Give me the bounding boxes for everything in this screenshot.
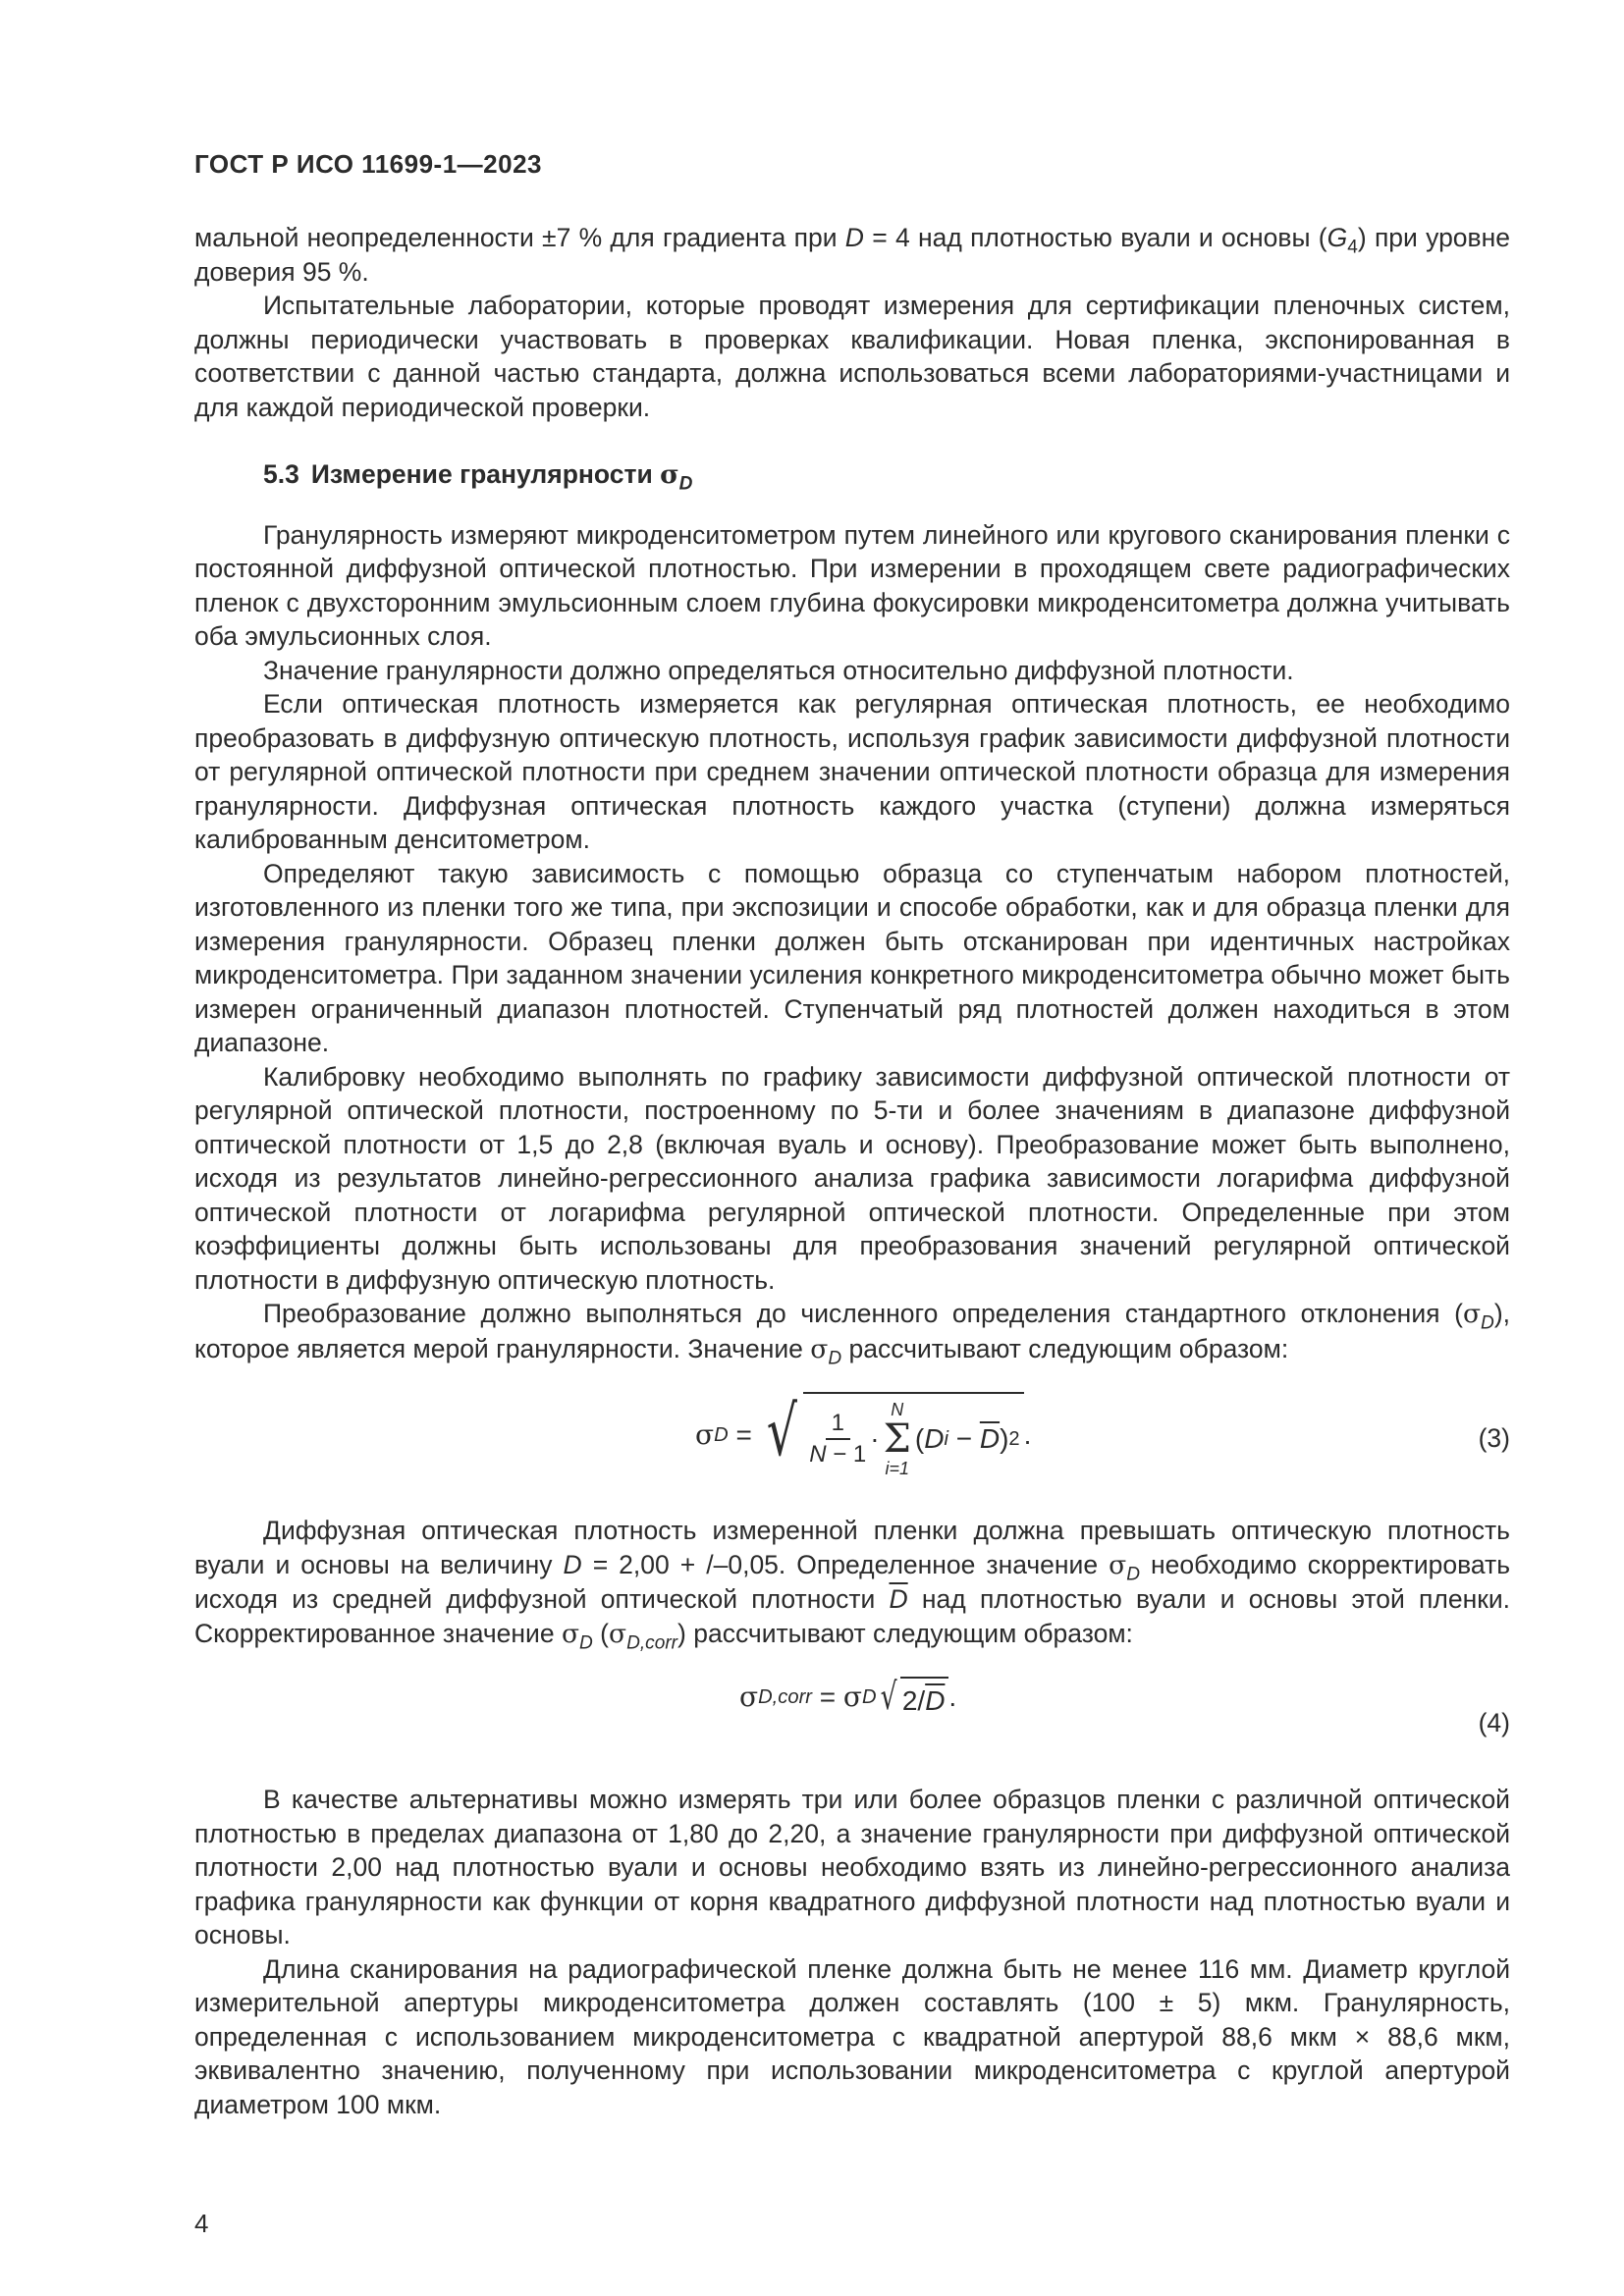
paragraph-step-wedge: Определяют такую зависимость с помощью образца со ступенчатым набором плотностей, изготовленного из пленки того же типа, при экспозиции и способе обработки, как и для образца пленки для измерения гранулярности. Образец пленки должен быть отсканирован при идентичных настройках микроденситометра. При заданном значении усиления конкретного микроденситометра обычно может быть измерен ограниченный диапазон плотностей. Ступенчатый ряд плотностей должен находиться в этом диапазоне.: [194, 858, 1510, 1057]
paragraph-scan-length: Длина сканирования на радиографической пленке должна быть не менее 116 мм. Диаметр круглой измерительной апертуры микроденситометра должен составлять (100 ± 5) мкм. Гранулярность, определенная с использованием микроденситометра с квадратной апертурой 88,6 мкм × 88,6 мкм, эквивалентно значению, полученному при использовании микроденситометра с круглой апертурой диаметром 100 мкм.: [194, 1953, 1510, 2119]
formula-3-expression: σ D = √ $\frac{1}{N - 1}$ · N Σ i=1 (D i − $\overline{D}$ ) 2 .: [695, 1391, 1032, 1478]
section-heading: 5.3 Измерение гранулярности $\sigma_D$: [263, 459, 693, 495]
paragraph-granularity-measure: Гранулярность измеряют микроденситометром путем линейного или кругового сканирования пленки с постоянной диффузной оптической плотностью. При измерении в проходящем свете радиографических пленок с двухсторонним эмульсионным слоем глубина фокусировки микроденситометра должна учитывать оба эмульсионных слоя.: [194, 519, 1510, 651]
square-root: √ 2/ $\overline{D}$: [877, 1677, 949, 1719]
equation-number: (3): [1478, 1423, 1510, 1453]
paragraph-regular-density: Если оптическая плотность измеряется как регулярная оптическая плотность, ее необходимо преобразовать в диффузную оптическую плотность, используя график зависимости диффузной плотности от регулярной оптической плотности при среднем значении оптической плотности образца для измерения гранулярности. Диффузная оптическая плотность каждого участка (ступени) должна измеряться калиброванным денситометром.: [194, 689, 1510, 854]
formula-3: [194, 1382, 1510, 1490]
page-number: 4: [194, 2209, 209, 2238]
paragraph-labs: Испытательные лаборатории, которые проводят измерения для сертификации пленочных систем, должны периодически участвовать в проверках квалификации. Новая пленка, экспонированная в соответствии с данной частью стандарта, должна использоваться всеми лабораториями-участницами и для каждой периодической проверки.: [194, 291, 1510, 422]
paragraph-continuation: мальной неопределенности ±7 % для градиента при D = 4 над плотностью вуали и основы $(G_4)$ при уровне доверия 95 %.: [194, 223, 1510, 287]
page-body: [194, 221, 1510, 2121]
equation-number: (4): [1478, 1708, 1510, 1737]
paragraph-alternative: В качестве альтернативы можно измерять три или более образцов пленки с различной оптической плотностью в пределах диапазона от 1,80 до 2,20, а значение гранулярности при диффузной оптической плотности 2,00 над плотностью вуали и основы необходимо взять из линейно-регрессионного анализа графика гранулярности как функции от корня квадратного диффузной плотности над плотностью вуали и основы.: [194, 1785, 1510, 1949]
paragraph-granularity-value: Значение гранулярности должно определяться относительно диффузной плотности.: [263, 655, 1294, 685]
paragraph-calibration: Калибровку необходимо выполнять по графику зависимости диффузной оптической плотности от регулярной оптической плотности, построенному по 5-ти и более значениям в диапазоне диффузной оптической плотности от 1,5 до 2,8 (включая вуаль и основу). Преобразование может быть выполнено, исходя из результатов линейно-регрессионного анализа графика зависимости логарифма диффузной оптической плотности от логарифма регулярной оптической плотности. Определенные при этом коэффициенты должны быть использованы для преобразования значений регулярной оптической плотности в диффузную оптическую плотность.: [194, 1061, 1510, 1295]
formula-4-expression: σ D,corr = σ D √ 2/ $\overline{D}$ .: [739, 1675, 957, 1718]
document-header: ГОСТ Р ИСО 11699-1—2023: [194, 149, 543, 179]
paragraph-corrected-value: Диффузная оптическая плотность измеренной пленки должна превышать оптическую плотность вуали и основы на величину D = 2,00 + /–0,05. Определенное значение $\sigma_D$ необходимо скорректировать исходя из средней диффузной оптической плотности $\overline{D}$ над плотностью вуали и основы этой пленки. Скорректированное значение $\sigma_D$ $(\sigma_{D,corr})$ рассчитывают следующим образом:: [194, 1516, 1511, 1654]
fraction: $\frac{1}{N - 1}$: [809, 1410, 867, 1468]
square-root: √ $\frac{1}{N - 1}$ · N Σ i=1 (D i − $\overline{D}$ ) 2: [760, 1392, 1024, 1478]
summation: N Σ i=1: [883, 1400, 911, 1478]
formula-4: [194, 1669, 1510, 1747]
paragraph-std-deviation: Преобразование должно выполняться до численного определения стандартного отклонения $(\sigma_D)$, которое является мерой гранулярности. Значение $\sigma_D$ рассчитывают следующим образом:: [194, 1299, 1510, 1369]
